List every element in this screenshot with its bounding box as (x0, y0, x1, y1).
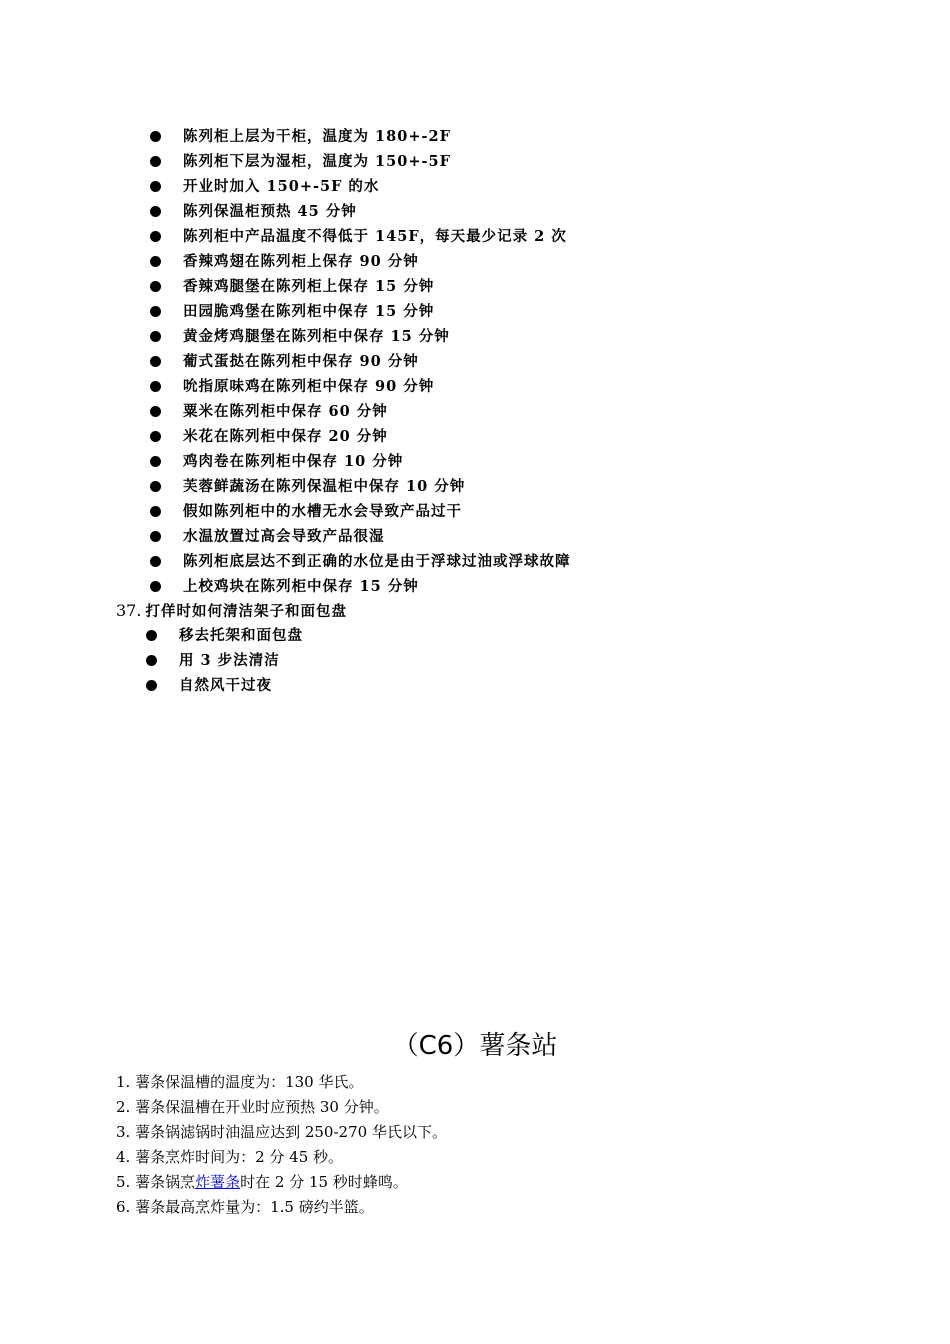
bullet-icon (150, 281, 161, 292)
section-title: （C6）薯条站 (392, 1031, 558, 1061)
bullet-icon (150, 231, 161, 242)
bullet-icon (150, 531, 161, 542)
fried-fries-link[interactable]: 炸薯条 (195, 1173, 241, 1191)
bullet-icon (150, 381, 161, 392)
bullet-icon (150, 431, 161, 442)
bullet-icon (146, 680, 157, 691)
list-item: 5. 薯条锅烹炸薯条时在 2 分 15 秒时蜂鸣。 (116, 1173, 408, 1191)
list-item: 2. 薯条保温槽在开业时应预热 30 分钟。 (116, 1098, 389, 1116)
question-title: 打佯时如何清洁架子和面包盘 (145, 603, 347, 620)
question-heading (116, 598, 347, 623)
bullet-icon (150, 256, 161, 267)
bullet-icon (150, 156, 161, 167)
bullet-icon (150, 131, 161, 142)
list-item: 3. 薯条锅滤锅时油温应达到 250-270 华氏以下。 (116, 1123, 447, 1141)
list-item: 1. 薯条保温槽的温度为：130 华氏。 (116, 1073, 364, 1091)
list-item: 4. 薯条烹炸时间为：2 分 45 秒。 (116, 1148, 344, 1166)
question-number: 37. (116, 601, 142, 620)
bullet-icon (150, 331, 161, 342)
fries-station-facts (116, 1070, 447, 1220)
bullet-icon (150, 506, 161, 517)
bullet-icon (150, 581, 161, 592)
bullet-icon (150, 481, 161, 492)
bullet-icon (150, 206, 161, 217)
bullet-icon (146, 630, 157, 641)
bullet-icon (150, 356, 161, 367)
bullet-icon (150, 406, 161, 417)
bullet-icon (150, 306, 161, 317)
bullet-icon (146, 655, 157, 666)
list-item: 6. 薯条最高烹炸量为：1.5 磅约半篮。 (116, 1198, 374, 1216)
bullet-icon (150, 456, 161, 467)
bullet-icon (150, 181, 161, 192)
bullet-icon (150, 556, 161, 567)
document-page: 陈列柜上层为干柜，温度为 180+-2F 陈列柜下层为湿柜，温度为 150+-5F 开业时加入 150+-5F 的水 陈列保温柜预热 45 分钟 陈列柜中产品温度不得低于 145F，每天最少记录 2 次 香辣鸡翅在陈列柜上保存 90 分钟 香辣鸡腿堡在陈列柜上保存 15 分钟 田园脆鸡堡在陈列柜中保存 15 分钟 黄金烤鸡腿堡在陈列柜中保存 15 分钟 葡式蛋挞在陈列柜中保存 90 分钟 吮指原味鸡在陈列柜中保存 90 分钟 粟米在陈列柜中保存 60 分钟 米花在陈列柜中保存 20 分钟 鸡肉卷在陈列柜中保存 10 分钟 芙蓉鲜蔬汤在陈列保温柜中保存 10 分钟 假如陈列柜中的水槽无水会导致产品过干 水温放置过高会导致产品很湿 陈列柜底层达不到正确的水位是由于浮球过油或浮球故障 上校鸡块在陈列柜中保存 15 分钟 37. 打佯时如何清洁架子和面包盘 移去托架和面包盘 用 3 步法清洁 自然风干过夜 （C6）薯条站 1. 薯条保温槽的温度为：130 华氏。 2. 薯条保温槽在开业时应预热 30 分钟。 3. 薯条锅滤锅时油温应达到 250-270 华氏以下。 4. 薯条烹炸时间为：2 分 45 秒。 5. 薯条锅烹炸薯条时在 2 分 15 秒时蜂鸣。 6. 薯条最高烹炸量为：1.5 磅约半篮。 (0, 0, 950, 1344)
